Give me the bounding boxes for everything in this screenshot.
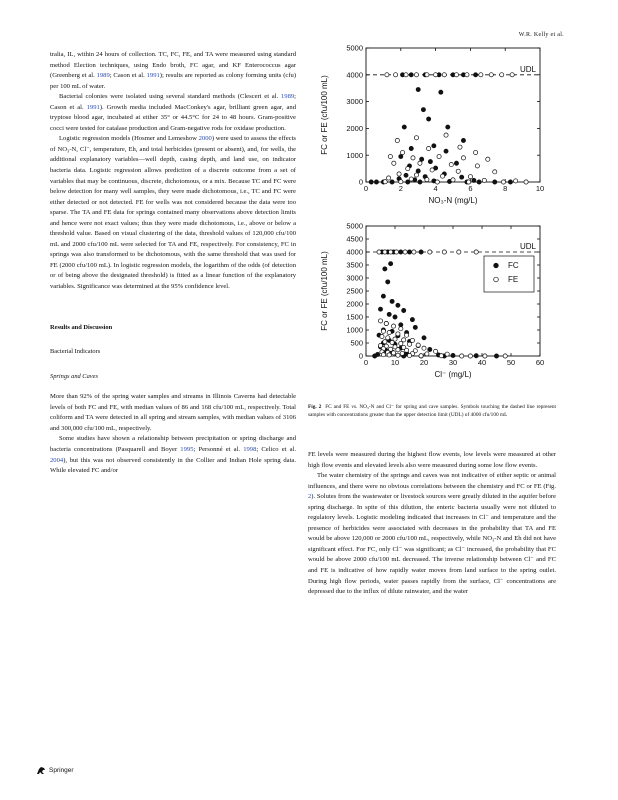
citation-link[interactable]: 1995 <box>180 445 194 453</box>
paragraph-results-1: More than 92% of the spring water samples and streams in Illinois Caverns had detectable levels of both FC and FE, with median values of 86 and 168 cfu/100 mL, respectively. Total coliform and TA were detected in all spring and stream samples, with median values of 3106 and 300,000 cfu/100 mL, respectively. <box>50 393 296 432</box>
fe-point <box>425 352 429 356</box>
fc-point <box>399 250 403 254</box>
fe-point <box>383 250 387 254</box>
fc-point <box>409 146 413 150</box>
fe-point <box>458 145 462 149</box>
fe-point <box>385 73 389 77</box>
fe-point <box>405 348 409 352</box>
subsection-heading: Bacterial Indicators <box>50 348 101 356</box>
fc-point <box>474 354 478 358</box>
legend-label: FE <box>508 275 519 284</box>
fe-point <box>445 352 449 356</box>
x-tick-label: 40 <box>477 358 487 367</box>
fc-point <box>396 303 400 307</box>
left-column <box>50 50 296 477</box>
fe-point <box>444 133 448 137</box>
fe-point <box>403 250 407 254</box>
x-tick-label: 0 <box>363 184 369 193</box>
fc-point <box>494 354 498 358</box>
paragraph-methods-2: Bacterial colonies were isolated using several standard methods (Clesceri et al. 1989; Cason et al. 1991). Growth media included MacConkey's agar, brilliant green agar, and tryptose blood agar, incubated at either 35° or 44.5°C for 24 to 48 hours. Gram-positive cocci were tested for catalase production and Gram-negative rods for oxidase production. <box>50 93 296 132</box>
fc-point <box>410 318 414 322</box>
y-tick-label: 2000 <box>346 299 363 309</box>
paragraph-right-1: FE levels were measured during the highest flow events, low levels were measured at other high flow events and elevated levels also were measured during some low flow events. <box>308 451 556 469</box>
fc-point <box>472 178 476 182</box>
fc-point <box>369 180 373 184</box>
fe-point <box>474 250 478 254</box>
fc-point <box>402 308 406 312</box>
legend-label: FC <box>508 261 519 270</box>
fc-point <box>407 250 411 254</box>
fe-point <box>390 340 394 344</box>
fe-point <box>391 324 395 328</box>
fc-point <box>406 180 410 184</box>
fe-point <box>442 250 446 254</box>
fe-point <box>402 338 406 342</box>
y-tick-label: 5000 <box>346 43 363 53</box>
legend-marker <box>494 263 499 268</box>
fe-point <box>380 334 384 338</box>
fe-point <box>383 180 387 184</box>
publisher-name: Springer <box>49 767 74 774</box>
fe-point <box>399 341 403 345</box>
fe-point <box>414 73 418 77</box>
y-tick-label: 4000 <box>346 247 363 257</box>
fc-point <box>409 73 413 77</box>
y-tick-label: 2000 <box>346 124 363 133</box>
citation-link[interactable]: 1998 <box>243 445 257 453</box>
fc-point <box>493 180 497 184</box>
fe-point <box>391 351 395 355</box>
x-axis-label: Cl⁻ (mg/L) <box>434 370 472 379</box>
fc-point <box>386 280 390 284</box>
fe-point <box>396 348 400 352</box>
fe-point <box>449 162 453 166</box>
fe-point <box>396 353 400 357</box>
citation-link[interactable]: 1991 <box>86 103 100 111</box>
fc-point <box>387 312 391 316</box>
fc-point <box>454 161 458 165</box>
x-tick-label: 50 <box>506 358 516 367</box>
fe-point <box>406 167 410 171</box>
fe-point <box>461 156 465 160</box>
y-tick-label: 5000 <box>346 221 363 231</box>
fc-point <box>461 138 465 142</box>
fe-point <box>409 177 413 181</box>
fe-point <box>434 349 438 353</box>
y-tick-label: 4500 <box>346 234 363 244</box>
fc-point <box>421 108 425 112</box>
fe-point <box>474 150 478 154</box>
fc-point <box>389 262 393 266</box>
legend-marker <box>494 277 499 282</box>
y-tick-label: 3500 <box>346 260 363 270</box>
x-tick-label: 2 <box>398 184 403 193</box>
paragraph-results-2: Some studies have shown a relationship between precipitation or spring discharge and bacteria concentrations (Pasquarell and Boyer 1995; Personné et al. 1998; Celico et al. 2004), but this was not observed consistently in the Collier and Indian Hole spring data. While elevated FC and/or <box>50 435 297 475</box>
fe-point <box>442 73 446 77</box>
y-tick-label: 500 <box>350 338 363 348</box>
section-heading: Results and Discussion <box>50 323 113 331</box>
fc-point <box>444 149 448 153</box>
fe-point <box>388 154 392 158</box>
fe-point <box>414 173 418 177</box>
fe-point <box>467 180 471 184</box>
fe-point <box>468 175 472 179</box>
fc-point <box>413 325 417 329</box>
paragraph-logistic-regression: Logistic regression models (Hosmer and Lemeshow 2000) were used to assess the effects of NO₃-N, Cl⁻, temperature, Eh, and total herbicides (present or absent), and, for wells, the additional explanatory variables—well depth, casing depth, and land use, on indicator bacteria data. Logistic regression allows prediction of a discrete outcome from a set of variables that may be continuous, discrete, dichotomous, or a mix. Because TC and FC were below detection for many well samples, they were made dichotomous, i.e., TC and FC were either detected or not detected. FE for wells was not considered because the data were too sparse. The TA and FE data for springs contained many observations above detection limits and hence were not exact values; thus they were made dichotomous, i.e., above or below a threshold value. Based on visual clustering of the data, threshold values of 120,000 cfu/100 mL and 2000 cfu/100 mL were selected for TA and FE, respectively. For consistency, FC in springs was also transformed to be dichotomous, with the same threshold that was used for FE (2000 cfu/100 mL). In logistic regression models, the logarithm of the odds (of detection or of being above the designated threshold) is fitted as a linear function of the explanatory variables. Significance was determined at the 95% confidence level. <box>50 135 296 291</box>
fc-point <box>393 315 397 319</box>
fc-point <box>418 180 422 184</box>
fc-point <box>399 154 403 158</box>
y-tick-label: 3000 <box>346 97 363 107</box>
fe-point <box>524 180 528 184</box>
y-axis-label: FC or FE (cfu/100 mL) <box>320 251 329 331</box>
fe-point <box>419 354 423 358</box>
fe-point <box>440 174 444 178</box>
fe-point <box>416 343 420 347</box>
fe-point <box>383 340 387 344</box>
fe-point <box>514 179 518 183</box>
fc-point <box>432 144 436 148</box>
fe-point <box>392 161 396 165</box>
fe-point <box>468 354 472 358</box>
paragraph-methods-1: tralia, IL, within 24 hours of collection. TC, FC, FE, and TA were measured using standard method Election techniques, using Endo broth, FC agar, and KF Enterococcus agar (Greenberg et al. 1989; Cason et al. 1991); results are reported as colony forming units (cfu) per 100 mL of water. <box>50 51 297 90</box>
fe-point <box>422 346 426 350</box>
fe-point <box>457 250 461 254</box>
fc-point <box>428 160 432 164</box>
fe-point <box>456 169 460 173</box>
x-tick-label: 30 <box>448 358 458 367</box>
fe-point <box>482 178 486 182</box>
y-tick-label: 4000 <box>346 70 363 80</box>
fc-point <box>446 125 450 129</box>
fe-point <box>411 156 415 160</box>
fc-point <box>427 117 431 121</box>
fe-point <box>475 164 479 168</box>
x-tick-label: 60 <box>535 358 545 367</box>
fe-point <box>483 354 487 358</box>
fc-point <box>419 250 423 254</box>
springer-horse-icon <box>36 766 46 775</box>
right-column <box>308 450 556 598</box>
fe-point <box>410 338 414 342</box>
x-tick-label: 20 <box>419 358 429 367</box>
fe-point <box>407 342 411 346</box>
fe-point <box>454 73 458 77</box>
fe-point <box>414 136 418 140</box>
fc-point <box>378 307 382 311</box>
citation-link[interactable]: 2004 <box>50 456 64 464</box>
y-tick-label: 1000 <box>346 325 363 335</box>
fc-point <box>402 125 406 129</box>
fe-point <box>439 354 443 358</box>
fe-point <box>425 177 429 181</box>
x-tick-label: 0 <box>363 358 369 367</box>
fc-point <box>383 267 387 271</box>
fe-point <box>396 332 400 336</box>
fe-point <box>486 157 490 161</box>
citation-link[interactable]: 1991 <box>146 72 160 80</box>
running-head: W.R. Kelly et al. <box>518 32 564 38</box>
x-tick-label: 10 <box>535 184 545 193</box>
figure-link[interactable]: 2 <box>308 493 312 501</box>
fe-point <box>430 168 434 172</box>
fc-point <box>451 353 455 357</box>
fe-point <box>404 73 408 77</box>
fe-point <box>397 172 401 176</box>
fe-point <box>489 73 493 77</box>
fe-point <box>510 73 514 77</box>
fe-point <box>399 327 403 331</box>
citation-link[interactable]: 2000 <box>198 135 212 143</box>
fe-point <box>400 150 404 154</box>
y-tick-label: 1500 <box>346 312 363 322</box>
fe-point <box>479 73 483 77</box>
fe-point <box>405 333 409 337</box>
fc-point <box>460 175 464 179</box>
x-tick-label: 4 <box>433 184 438 193</box>
fc-point <box>420 157 424 161</box>
fe-point <box>384 321 388 325</box>
y-tick-label: 2500 <box>346 286 363 296</box>
y-axis-label: FC or FE (cfu/100 mL) <box>320 75 329 155</box>
fe-point <box>377 250 381 254</box>
fe-point <box>389 250 393 254</box>
udl-label: UDL <box>519 64 536 74</box>
scatter-chart-no3n <box>318 40 550 216</box>
publisher-logo <box>36 766 74 775</box>
fc-point <box>474 73 478 77</box>
fc-point <box>439 90 443 94</box>
fe-point <box>503 354 507 358</box>
fc-point <box>508 180 512 184</box>
x-tick-label: 6 <box>468 184 473 193</box>
citation-link[interactable]: 1989 <box>280 93 295 101</box>
fe-point <box>399 180 403 184</box>
y-tick-label: 0 <box>358 177 363 187</box>
fe-point <box>418 161 422 165</box>
fc-point <box>477 180 481 184</box>
fe-point <box>400 351 404 355</box>
fe-point <box>393 73 397 77</box>
fe-point <box>500 73 504 77</box>
fc-point <box>390 180 394 184</box>
x-tick-label: 10 <box>390 358 400 367</box>
fe-point <box>394 250 398 254</box>
fe-point <box>425 73 429 77</box>
fc-point <box>422 336 426 340</box>
fe-point <box>428 250 432 254</box>
x-tick-label: 8 <box>503 184 508 193</box>
fe-point <box>501 180 505 184</box>
y-tick-label: 0 <box>358 351 363 361</box>
fe-point <box>386 336 390 340</box>
fe-point <box>395 138 399 142</box>
fc-point <box>374 180 378 184</box>
fe-point <box>387 331 391 335</box>
fe-point <box>381 353 385 357</box>
fe-point <box>465 73 469 77</box>
fe-point <box>451 178 455 182</box>
fc-point <box>381 294 385 298</box>
fe-point <box>460 354 464 358</box>
fc-point <box>390 299 394 303</box>
fe-point <box>412 250 416 254</box>
fc-point <box>404 173 408 177</box>
fe-point <box>381 329 385 333</box>
fc-point <box>428 347 432 351</box>
citation-link[interactable]: 1989 <box>96 72 110 80</box>
fc-point <box>416 169 420 173</box>
chart-svg-no3n <box>318 40 550 216</box>
fc-point <box>373 354 377 358</box>
fe-point <box>434 73 438 77</box>
x-axis-label: NO₃-N (mg/L) <box>428 196 478 205</box>
fe-point <box>378 319 382 323</box>
fe-point <box>493 170 497 174</box>
fe-point <box>387 176 391 180</box>
fe-point <box>407 353 411 357</box>
y-tick-label: 3000 <box>346 273 363 283</box>
chart-svg-chloride <box>318 218 550 382</box>
paragraph-right-2: The water chemistry of the springs and caves was not indicative of either septic or animal influences, and there were no obvious correlations between the chemistry and FC or FE (Fig. 2). Solutes from the wastewater or livestock sources were greatly diluted in the aquifer before spring discharge. In spite of this dilution, the enteric bacteria usually were not diluted to regulatory levels. Logistic modeling indicated that increases in Cl⁻ and temperature and the presence of herbicides were associated with decreases in the probability that TA and FE would be above 120,000 or 2000 cfu/100 mL, respectively, while NO₃-N and Eh did not have significant effect. For FC, only Cl⁻ was significant; as Cl⁻ increased, the probability that FC would be above 2000 cfu/100 mL decreased. The inverse relationship between Cl⁻ and FC and FE is indicative of how rapidly water moves from land surface to the spring outlet. During high flow periods, water passes rapidly from the surface, Cl⁻ concentrations are depressed due to the influx of dilute rainwater, and the water <box>308 472 556 596</box>
figure-caption: Fig. 2 FC and FE vs. NO₃-N and Cl⁻ for spring and cave samples. Symbols touching the dashed line represent samples with concentrations greater than the upper detection limit (UDL) of 4000 cfu/100 mL <box>308 404 556 419</box>
subsubsection-heading: Springs and Caves <box>50 372 98 380</box>
y-tick-label: 1000 <box>346 150 363 160</box>
fe-point <box>427 146 431 150</box>
udl-label: UDL <box>519 242 536 251</box>
fc-point <box>416 87 420 91</box>
fe-point <box>387 353 391 357</box>
fe-point <box>435 180 439 184</box>
fe-point <box>437 154 441 158</box>
scatter-chart-chloride <box>318 218 550 382</box>
